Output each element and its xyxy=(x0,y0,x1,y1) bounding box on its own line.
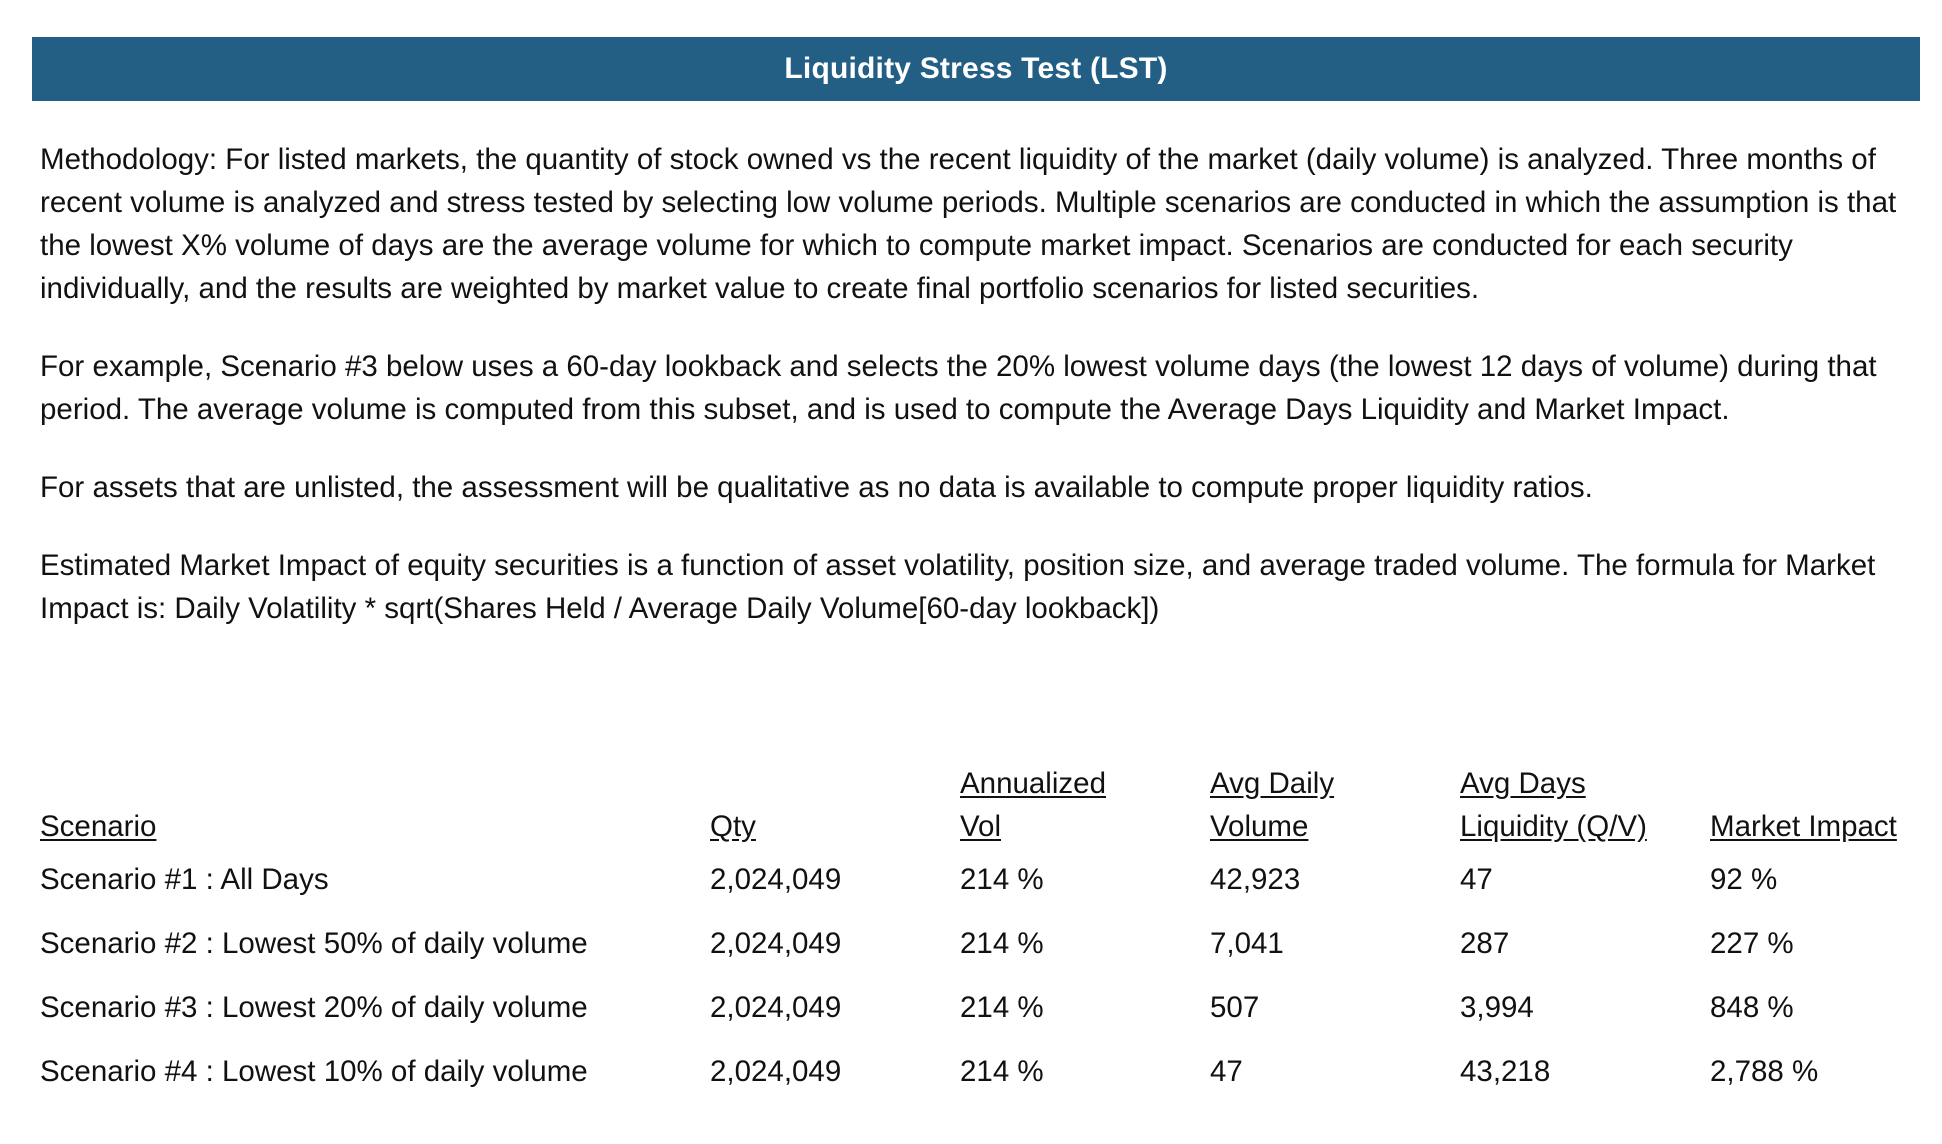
table-row xyxy=(40,1040,1920,1104)
header-avg-days-liquidity: Avg Days Liquidity (Q/V) xyxy=(1460,767,1647,843)
cell-avg-days-liquidity: 3,994 xyxy=(1460,991,1534,1024)
cell-avg-days-liquidity: 43,218 xyxy=(1460,1055,1551,1088)
scenario-table xyxy=(40,762,1920,1104)
cell-market-impact: 227 % xyxy=(1710,927,1794,960)
page-title: Liquidity Stress Test (LST) xyxy=(784,52,1168,85)
cell-scenario: Scenario #4 : Lowest 10% of daily volume xyxy=(40,1055,588,1088)
cell-avg-daily-volume: 47 xyxy=(1210,1055,1243,1088)
cell-avg-days-liquidity: 287 xyxy=(1460,927,1510,960)
market-impact-formula-paragraph: Estimated Market Impact of equity securities is a function of asset volatility, position size, and average traded volume. The formula for Market Impact is: Daily Volatility * sqrt(Shares Held / Average Daily Volume[60-day lookback]) xyxy=(40,549,1876,625)
header-market-impact: Market Impact xyxy=(1710,810,1897,843)
table-header xyxy=(40,762,1920,848)
cell-avg-daily-volume: 507 xyxy=(1210,991,1260,1024)
title-banner xyxy=(32,37,1920,101)
table-row xyxy=(40,976,1920,1040)
cell-annualized-vol: 214 % xyxy=(960,927,1044,960)
cell-annualized-vol: 214 % xyxy=(960,863,1044,896)
cell-scenario: Scenario #3 : Lowest 20% of daily volume xyxy=(40,991,588,1024)
cell-qty: 2,024,049 xyxy=(710,991,842,1024)
methodology-text xyxy=(40,138,1900,665)
cell-market-impact: 92 % xyxy=(1710,863,1778,896)
cell-avg-daily-volume: 7,041 xyxy=(1210,927,1284,960)
table-row xyxy=(40,848,1920,912)
cell-avg-days-liquidity: 47 xyxy=(1460,863,1493,896)
cell-scenario: Scenario #2 : Lowest 50% of daily volume xyxy=(40,927,588,960)
header-scenario: Scenario xyxy=(40,810,157,843)
example-paragraph: For example, Scenario #3 below uses a 60-day lookback and selects the 20% lowest volume days (the lowest 12 days of volume) during that period. The average volume is computed from this subset, and is used to compute the Average Days Liquidity and Market Impact. xyxy=(40,350,1877,426)
cell-scenario: Scenario #1 : All Days xyxy=(40,863,329,896)
cell-avg-daily-volume: 42,923 xyxy=(1210,863,1301,896)
cell-market-impact: 2,788 % xyxy=(1710,1055,1819,1088)
header-avg-daily-volume: Avg Daily Volume xyxy=(1210,767,1335,843)
methodology-paragraph: Methodology: For listed markets, the quantity of stock owned vs the recent liquidity of the market (daily volume) is analyzed. Three months of recent volume is analyzed and stress tested by selecting low volume periods. Multiple scenarios are conducted in which the assumption is that the lowest X% volume of days are the average volume for which to compute market impact. Scenarios are conducted for each security individually, and the results are weighted by market value to create final portfolio scenarios for listed securities. xyxy=(40,143,1897,305)
cell-market-impact: 848 % xyxy=(1710,991,1794,1024)
table-row xyxy=(40,912,1920,976)
cell-qty: 2,024,049 xyxy=(710,863,842,896)
header-qty: Qty xyxy=(710,810,756,843)
cell-annualized-vol: 214 % xyxy=(960,991,1044,1024)
cell-qty: 2,024,049 xyxy=(710,1055,842,1088)
cell-annualized-vol: 214 % xyxy=(960,1055,1044,1088)
cell-qty: 2,024,049 xyxy=(710,927,842,960)
header-annualized-vol: Annualized Vol xyxy=(960,767,1106,843)
unlisted-paragraph: For assets that are unlisted, the assessment will be qualitative as no data is available to compute proper liquidity ratios. xyxy=(40,471,1593,504)
